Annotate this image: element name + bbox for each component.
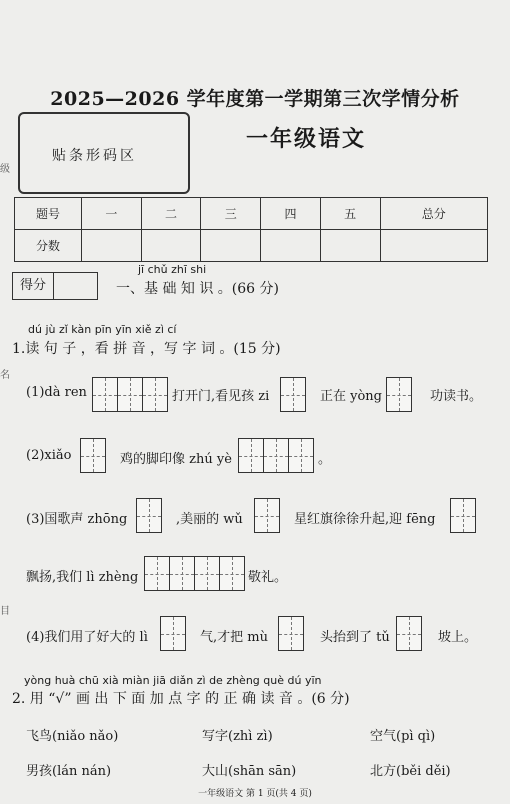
question-pinyin: yòng huà chū xià miàn jiā diǎn zì de zhèng què dú yīn xyxy=(24,674,322,687)
binding-margin-mark: 目 xyxy=(0,606,10,617)
writing-grid[interactable] xyxy=(278,616,304,651)
binding-margin-mark: 级 xyxy=(0,164,10,175)
sentence-text: 正在 yòng xyxy=(320,389,382,404)
writing-grid[interactable] xyxy=(254,498,280,533)
exam-title: 2025—2026 学年度第一学期第三次学情分析 xyxy=(50,88,460,110)
score-cell[interactable] xyxy=(82,230,142,262)
reading-choice[interactable]: 大山(shān sān) xyxy=(202,764,297,779)
section-pinyin: jī chǔ zhī shi xyxy=(138,263,207,276)
reading-choice[interactable]: 空气(pì qì) xyxy=(370,729,436,744)
score-table-header: 一 xyxy=(82,198,142,230)
sentence-text: 气,才把 mù xyxy=(200,630,268,645)
question-title: 1.读 句 子 ，看 拼 音 ，写 字 词 。(15 分) xyxy=(12,341,281,357)
sentence-text: 。 xyxy=(318,452,332,467)
score-table-header: 二 xyxy=(141,198,201,230)
sentence-text: 头抬到了 tǔ xyxy=(320,630,390,645)
writing-grid[interactable] xyxy=(80,438,106,473)
score-table-value-row xyxy=(15,230,488,262)
writing-grid[interactable] xyxy=(396,616,422,651)
writing-grid[interactable] xyxy=(160,616,186,651)
score-cell[interactable] xyxy=(141,230,201,262)
sentence-text: ,美丽的 wǔ xyxy=(176,512,243,527)
question-pinyin: dú jù zǐ kàn pīn yīn xiě zì cí xyxy=(28,323,177,336)
sentence-text: 功读书。 xyxy=(430,389,483,404)
score-cell[interactable] xyxy=(201,230,261,262)
sentence-text: (4)我们用了好大的 lì xyxy=(26,630,148,645)
sentence-text: 星红旗徐徐升起,迎 fēng xyxy=(294,512,436,527)
score-table-header: 总分 xyxy=(380,198,487,230)
barcode-label: 贴条形码区 xyxy=(52,148,137,164)
writing-grid[interactable] xyxy=(144,556,245,591)
reading-choice[interactable]: 北方(běi děi) xyxy=(370,764,451,779)
writing-grid[interactable] xyxy=(280,377,306,412)
subject-title: 一年级语文 xyxy=(246,126,367,152)
sentence-text: (2)xiǎo xyxy=(26,448,72,463)
reading-choice[interactable]: 写字(zhì zì) xyxy=(202,729,273,744)
sentence-text: 敬礼。 xyxy=(248,570,288,585)
writing-grid[interactable] xyxy=(386,377,412,412)
section-score-label: 得分 xyxy=(13,273,54,299)
score-table-row-label: 分数 xyxy=(15,230,82,262)
sentence-text: 打开门,看见孩 zi xyxy=(172,389,270,404)
question-title: 2. 用 “√” 画 出 下 面 加 点 字 的 正 确 读 音 。(6 分) xyxy=(12,691,350,707)
score-cell[interactable] xyxy=(261,230,321,262)
section-score-box xyxy=(12,272,98,300)
score-cell[interactable] xyxy=(320,230,380,262)
reading-choice[interactable]: 飞鸟(niǎo nǎo) xyxy=(26,729,119,744)
sentence-text: 坡上。 xyxy=(438,630,478,645)
sentence-text: 鸡的脚印像 zhú yè xyxy=(120,452,232,467)
sentence-text: (1)dà ren xyxy=(26,385,87,400)
score-table-header: 题号 xyxy=(15,198,82,230)
score-table-header: 五 xyxy=(320,198,380,230)
score-table xyxy=(14,197,488,262)
reading-choice[interactable]: 男孩(lán nán) xyxy=(26,764,112,779)
writing-grid[interactable] xyxy=(92,377,168,412)
writing-grid[interactable] xyxy=(450,498,476,533)
score-table-header: 四 xyxy=(261,198,321,230)
section-title: 一、基 础 知 识 。(66 分) xyxy=(116,281,279,297)
writing-grid[interactable] xyxy=(238,438,314,473)
sentence-text: (3)国歌声 zhōng xyxy=(26,512,128,527)
score-cell[interactable] xyxy=(380,230,487,262)
sentence-text: 飘扬,我们 lì zhèng xyxy=(26,570,139,585)
binding-margin-mark: 名 xyxy=(0,370,10,381)
score-table-header-row xyxy=(15,198,488,230)
page-footer: 一年级语文 第 1 页(共 4 页) xyxy=(198,789,312,799)
score-table-header: 三 xyxy=(201,198,261,230)
writing-grid[interactable] xyxy=(136,498,162,533)
